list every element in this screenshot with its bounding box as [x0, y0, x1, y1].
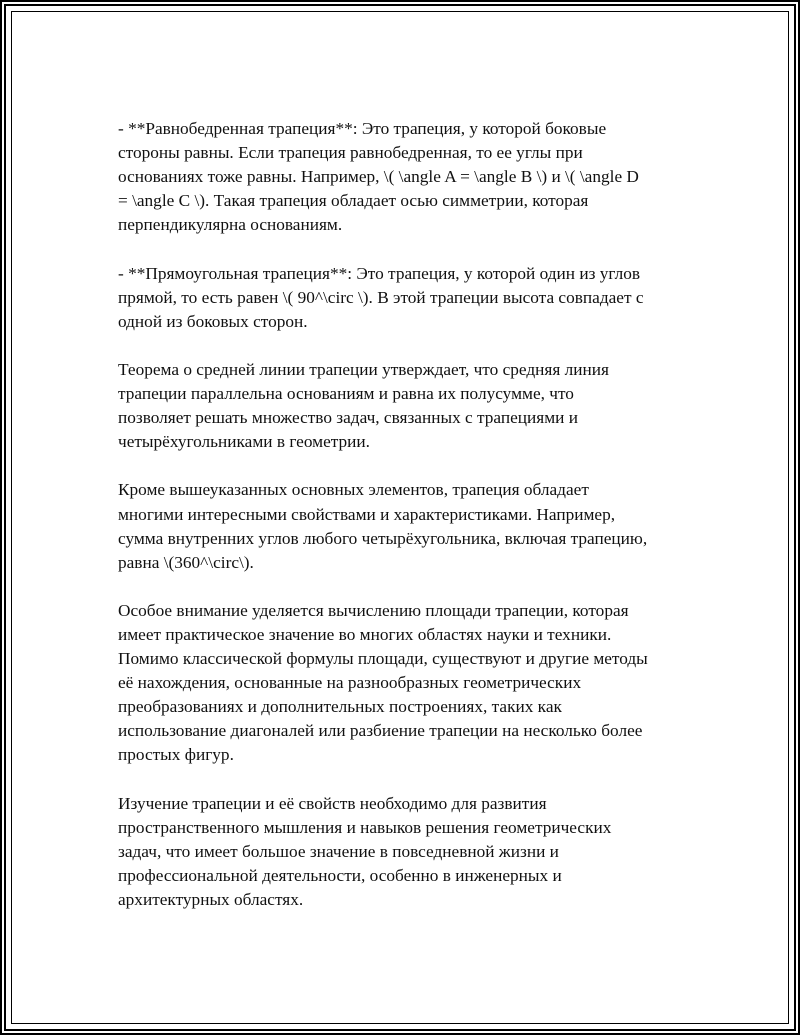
paragraph-right-trapezoid: - **Прямоугольная трапеция**: Это трапеция, у которой один из углов прямой, то есть равен \( 90^\circ \). В этой трапеции высота совпадает с одной из боковых сторон.	[118, 263, 644, 331]
paragraph-isosceles-trapezoid: - **Равнобедренная трапеция**: Это трапеция, у которой боковые стороны равны. Если трапеция равнобедренная, то ее углы при основаниях тоже равны. Например, \( \angle A = \angle B \) и \( \angle D = \angle C \). Такая трапеция обладает осью симметрии, которая перпендикулярна основаниям.	[118, 119, 639, 235]
paragraph-midline-theorem: Теорема о средней линии трапеции утверждает, что средняя линия трапеции параллельна основаниям и равна их полусумме, что позволяет решать множество задач, связанных с трапециями и четырёхугольниками в геометрии.	[118, 359, 609, 452]
document-body	[118, 117, 688, 936]
paragraph-area: Особое внимание уделяется вычислению площади трапеции, которая имеет практическое значение во многих областях науки и техники. Помимо классической формулы площади, существуют и другие методы её нахождения, основанные на разнообразных геометрических преобразованиях и дополнительных построениях, таких как использование диагоналей или разбиение трапеции на несколько более простых фигур.	[118, 600, 648, 765]
paragraph-angle-sum: Кроме вышеуказанных основных элементов, трапеция обладает многими интересными свойствами и характеристиками. Например, сумма внутренних углов любого четырёхугольника, включая трапецию, равна \(360^\circ\).	[118, 480, 648, 572]
paragraph-study-importance: Изучение трапеции и её свойств необходимо для развития пространственного мышления и навыков решения геометрических задач, что имеет большое значение в повседневной жизни и профессиональной деятельности, особенно в инженерных и архитектурных областях.	[118, 793, 612, 909]
